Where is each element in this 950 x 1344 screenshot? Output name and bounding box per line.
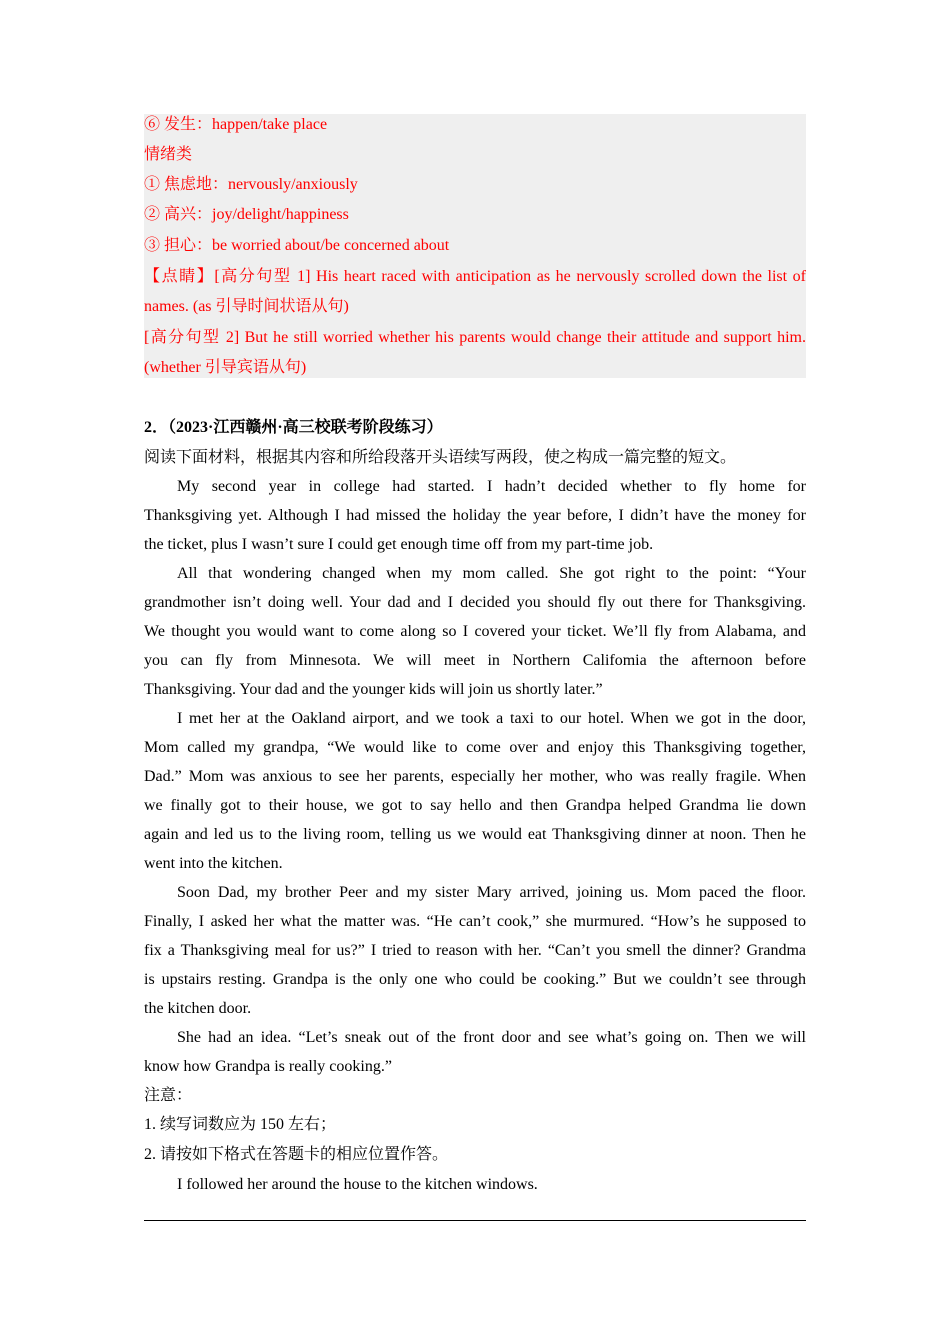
note-emotion-heading: 情绪类: [144, 146, 193, 163]
answer-line: [144, 1220, 806, 1221]
note-label: 注意：: [144, 1087, 193, 1104]
passage-line: Thanksgiving yet. Although I had missed the holiday the year before, I didn’t have the money for: [144, 507, 806, 524]
note-joy: ② 高兴：joy/delight/happiness: [144, 206, 349, 223]
note-word-count: 1. 续写词数应为 150 左右；: [144, 1116, 337, 1133]
passage-line: Finally, I asked her what the matter was. “He can’t cook,” she murmured. “How’s he supposed to: [144, 913, 806, 930]
question-instruction: 阅读下面材料，根据其内容和所给段落开头语续写两段，使之构成一篇完整的短文。: [144, 449, 737, 466]
passage-line: the kitchen door.: [144, 1000, 252, 1017]
note-sentence-2: [高分句型 2] But he still worried whether his parents would change their attitude and support him.: [144, 329, 806, 346]
passage-line: All that wondering changed when my mom called. She got right to the point: “Your: [177, 565, 806, 582]
passage-line: Thanksgiving. Your dad and the younger kids will join us shortly later.”: [144, 681, 603, 698]
question-title: 2．（2023·江西赣州·高三校联考阶段练习）: [144, 419, 443, 436]
passage-line: Mom called my grandpa, “We would like to come over and enjoy this Thanksgiving together,: [144, 739, 806, 756]
continuation-starter: I followed her around the house to the kitchen windows.: [177, 1176, 538, 1193]
note-anxiously: ① 焦虑地：nervously/anxiously: [144, 176, 358, 193]
note-happen: ⑥ 发生：happen/take place: [144, 116, 328, 133]
note-sentence-1-tail: names. (as 引导时间状语从句): [144, 298, 349, 315]
note-sentence-2-tail: (whether 引导宾语从句): [144, 359, 307, 376]
passage-line: know how Grandpa is really cooking.”: [144, 1058, 392, 1075]
note-format: 2. 请按如下格式在答题卡的相应位置作答。: [144, 1146, 449, 1163]
passage-line: is upstairs resting. Grandpa is the only one who could be cooking.” But we couldn’t see through: [144, 971, 806, 988]
passage-line: grandmother isn’t doing well. Your dad and I decided you should fly out there for Thanksgiving.: [144, 594, 806, 611]
passage-line: again and led us to the living room, telling us we would eat Thanksgiving dinner at noon. Then he: [144, 826, 806, 843]
note-sentence-1: 【点睛】[高分句型 1] His heart raced with anticipation as he nervously scrolled down the list of: [144, 268, 806, 285]
passage-line: went into the kitchen.: [144, 855, 283, 872]
passage-line: Soon Dad, my brother Peer and my sister Mary arrived, joining us. Mom paced the floor.: [177, 884, 806, 901]
passage-line: Dad.” Mom was anxious to see her parents, especially her mother, who was really fragile. When: [144, 768, 806, 785]
passage-line: we finally got to their house, we got to say hello and then Grandpa helped Grandma lie down: [144, 797, 806, 814]
passage-line: We thought you would want to come along so I covered your ticket. We’ll fly from Alabama, and: [144, 623, 806, 640]
passage-line: fix a Thanksgiving meal for us?” I tried to reason with her. “Can’t you smell the dinner? Grandma: [144, 942, 806, 959]
passage-line: you can fly from Minnesota. We will meet in Northern Califomia the afternoon before: [144, 652, 806, 669]
passage-line: I met her at the Oakland airport, and we took a taxi to our hotel. When we got in the door,: [177, 710, 806, 727]
passage-line: She had an idea. “Let’s sneak out of the front door and see what’s going on. Then we will: [177, 1029, 806, 1046]
note-worried: ③ 担心：be worried about/be concerned about: [144, 237, 450, 254]
passage-line: the ticket, plus I wasn’t sure I could get enough time off from my part-time job.: [144, 536, 654, 553]
passage-line: My second year in college had started. I hadn’t decided whether to fly home for: [177, 478, 806, 495]
